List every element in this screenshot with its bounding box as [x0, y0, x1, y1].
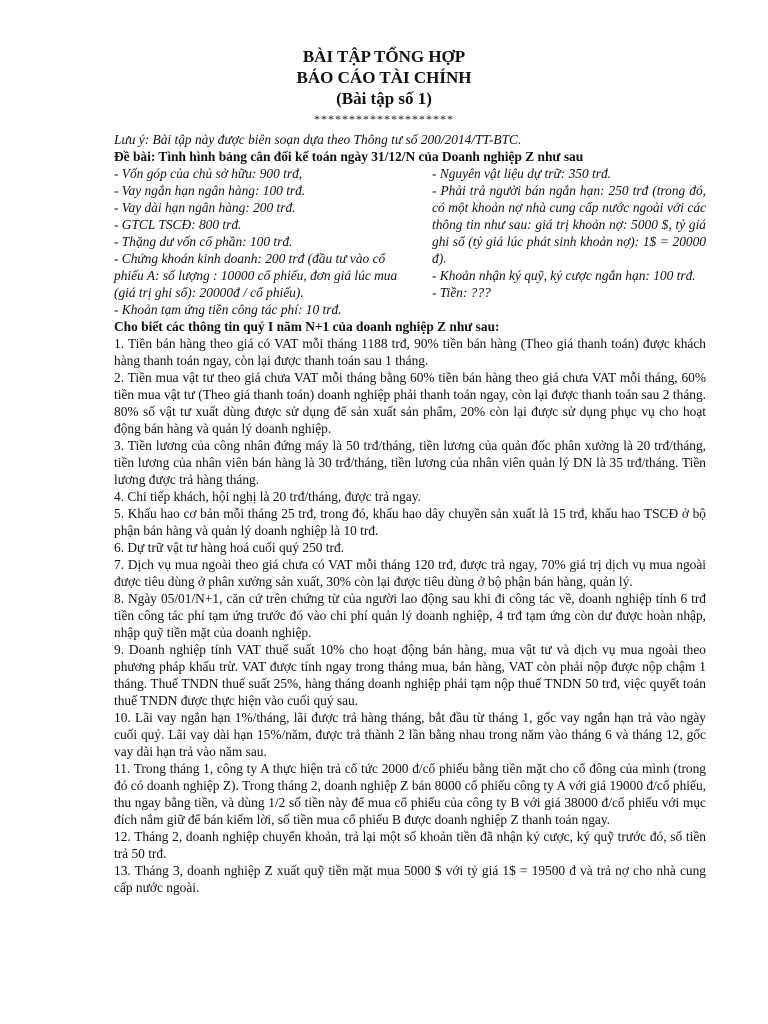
- exercise-item: 4. Chi tiếp khách, hội nghị là 20 trđ/tháng, được trả ngay.: [114, 489, 421, 504]
- topic-heading: Đề bài: Tình hình bảng cân đối kế toán ngày 31/12/N của Doanh nghiệp Z như sau: [114, 149, 584, 164]
- balance-item-advance: - Khoản tạm ứng tiền công tác phí: 10 trđ.: [114, 302, 342, 317]
- exercise-item: 8. Ngày 05/01/N+1, căn cứ trên chứng từ của người lao động sau khi đi công tác về, doanh nghiệp tính 6 trđ tiền công tác phí tạm ứng trước đó vào chi phí quản lý doanh nghiệp, 4 trđ tạm ứng còn dư được hoàn nhập, nhập quỹ tiền mặt của doanh nghiệp.: [114, 591, 706, 640]
- exercise-item: 3. Tiền lương của công nhân đứng máy là 50 trđ/tháng, tiền lương của quản đốc phân xưởng là 20 trđ/tháng, tiền lương của nhân viên bán hàng là 30 trđ/tháng, tiền lương của nhân viên quản lý DN là 35 trđ/tháng. Tiền lương được trả hàng tháng.: [114, 438, 706, 487]
- exercise-item: 2. Tiền mua vật tư theo giá chưa VAT mỗi tháng bằng 60% tiền bán hàng theo giá chưa VAT mỗi tháng, 60% tiền mua vật tư (Theo giá thanh toán) doanh nghiệp phải thanh toán ngay, còn lại được thanh toán sau 2 tháng. 80% số vật tư xuất dùng được sử dụng để sản xuất sản phẩm, 20% còn lại được sử dụng phục vụ cho hoạt động bán hàng và quản lý doanh nghiệp.: [114, 370, 706, 436]
- title-separator: ********************: [314, 112, 454, 126]
- note-line: Lưu ý: Bài tập này được biên soạn dựa theo Thông tư số 200/2014/TT-BTC.: [114, 132, 522, 147]
- title-line-3: (Bài tập số 1): [336, 89, 432, 108]
- balance-item: - Phải trả người bán ngắn hạn: 250 trđ (trong đó, có một khoản nợ nhà cung cấp nước ngoài với các thông tin như sau: giá trị khoản nợ: 5000 $, tỷ giá ghi sổ (tỷ giá lúc phát sinh khoản nợ): 1$ = 20000 đ).: [432, 183, 706, 266]
- balance-item: - GTCL TSCĐ: 800 trđ.: [114, 217, 242, 232]
- balance-sheet-right-column: [432, 165, 706, 301]
- balance-item: - Khoản nhận ký quỹ, ký cược ngắn hạn: 100 trđ.: [432, 268, 696, 283]
- balance-item: - Vay dài hạn ngân hàng: 200 trđ.: [114, 200, 296, 215]
- balance-item: - Nguyên vật liệu dự trữ: 350 trđ.: [432, 166, 611, 181]
- exercise-items: [114, 335, 706, 896]
- exercise-item: 11. Trong tháng 1, công ty A thực hiện trả cổ tức 2000 đ/cổ phiếu bằng tiền mặt cho cổ đông của mình (trong đó có doanh nghiệp Z). Trong tháng 2, doanh nghiệp Z bán 8000 cổ phiếu công ty A với giá 19000 đ/cổ phiếu, thu ngay bằng tiền, và dùng 1/2 số tiền này để mua cổ phiếu của công ty B với giá 38000 đ/cổ phiếu với mục đích nắm giữ để bán kiếm lời, số tiền mua cổ phiếu B được doanh nghiệp Z thanh toán ngay.: [114, 761, 706, 827]
- balance-sheet-left-column: [114, 165, 399, 301]
- balance-sheet-columns: [114, 165, 706, 301]
- exercise-item: 13. Tháng 3, doanh nghiệp Z xuất quỹ tiền mặt mua 5000 $ với tỷ giá 1$ = 19500 đ và trả nợ cho nhà cung cấp nước ngoài.: [114, 863, 706, 895]
- exercise-item: 1. Tiền bán hàng theo giá có VAT mỗi tháng 1188 trđ, 90% tiền bán hàng (Theo giá thanh toán) được khách hàng thanh toán ngay, còn lại được thanh toán sau 1 tháng.: [114, 336, 706, 368]
- exercise-item: 5. Khấu hao cơ bản mỗi tháng 25 trđ, trong đó, khấu hao dây chuyền sản xuất là 15 trđ, khấu hao TSCĐ ở bộ phận bán hàng và quản lý doanh nghiệp là 10 trđ.: [114, 506, 706, 538]
- balance-item: - Vốn góp của chủ sở hữu: 900 trđ,: [114, 166, 303, 181]
- balance-item: - Vay ngắn hạn ngân hàng: 100 trđ.: [114, 183, 306, 198]
- balance-item: - Chứng khoán kinh doanh: 200 trđ (đầu tư vào cổ phiếu A: số lượng : 10000 cổ phiếu, đơn giá lúc mua (giá trị ghi sổ): 20000đ / cổ phiếu).: [114, 251, 398, 300]
- exercise-item: 9. Doanh nghiệp tính VAT thuế suất 10% cho hoạt động bán hàng, mua vật tư và dịch vụ mua ngoài theo phương pháp khấu trừ. VAT được tính ngay trong tháng mua, bán hàng, VAT còn phải nộp được nộp chậm 1 tháng. Thuế TNDN thuế suất 25%, hàng tháng doanh nghiệp phải tạm nộp thuế TNDN 50 trđ, việc quyết toán thuế TNDN được thực hiện vào cuối quý sau.: [114, 642, 706, 708]
- exercise-item: 6. Dự trữ vật tư hàng hoá cuối quý 250 trđ.: [114, 540, 345, 555]
- exercise-item: 10. Lãi vay ngắn hạn 1%/tháng, lãi được trả hàng tháng, bắt đầu từ tháng 1, gốc vay ngắn hạn trả vào ngày cuối quý. Lãi vay dài hạn 15%/năm, được trả thành 2 lần bằng nhau trong năm vào tháng 6 và tháng 12, gốc vay dài hạn trả vào năm sau.: [114, 710, 706, 759]
- document-title: [0, 46, 768, 127]
- document-body: [114, 131, 706, 896]
- balance-item: - Tiền: ???: [432, 285, 491, 300]
- balance-item: - Thặng dư vốn cổ phần: 100 trđ.: [114, 234, 293, 249]
- title-line-2: BÁO CÁO TÀI CHÍNH: [296, 68, 472, 87]
- exercise-item: 12. Tháng 2, doanh nghiệp chuyển khoản, trả lại một số khoản tiền đã nhận ký cược, ký quỹ trước đó, số tiền trả 50 trđ.: [114, 829, 706, 861]
- section-heading: Cho biết các thông tin quý I năm N+1 của doanh nghiệp Z như sau:: [114, 319, 500, 334]
- exercise-item: 7. Dịch vụ mua ngoài theo giá chưa có VAT mỗi tháng 120 trđ, được trả ngay, 70% giá trị dịch vụ mua ngoài được tiêu dùng ở phân xưởng sản xuất, 30% còn lại được tiêu dùng ở bộ phận bán hàng, quản lý.: [114, 557, 706, 589]
- title-line-1: BÀI TẬP TỔNG HỢP: [302, 47, 466, 66]
